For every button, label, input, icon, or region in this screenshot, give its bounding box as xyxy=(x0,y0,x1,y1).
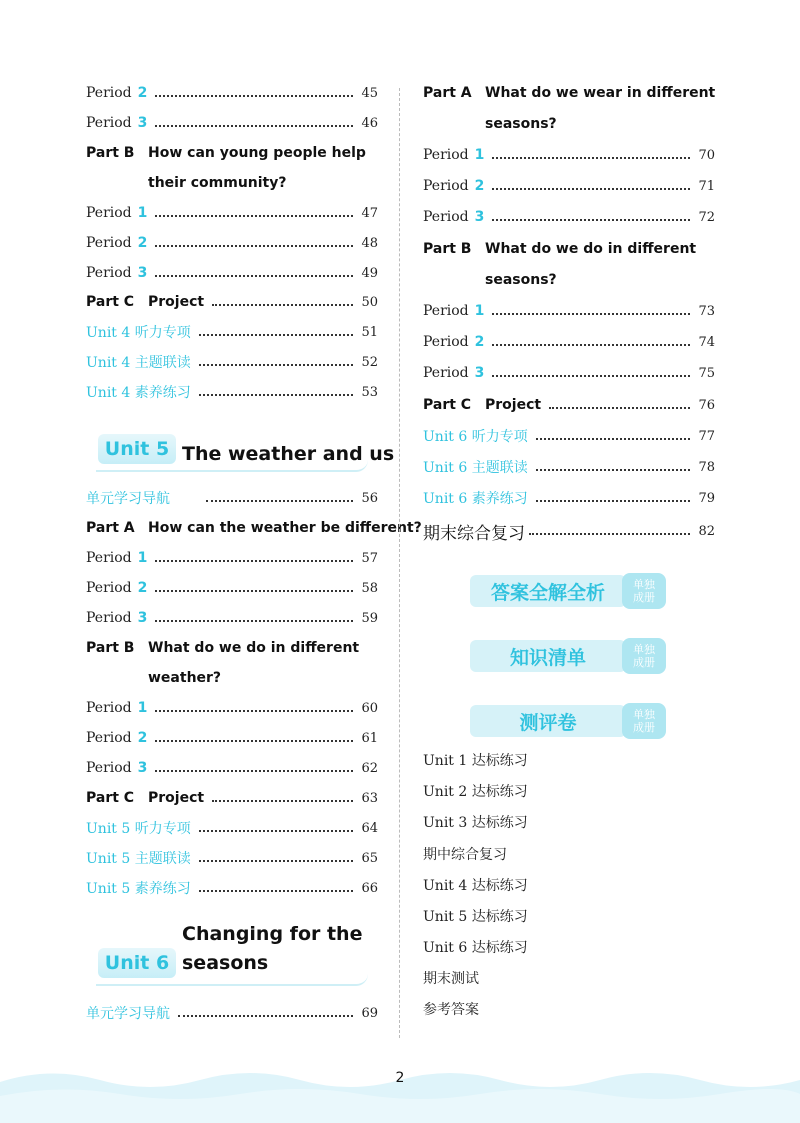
toc-entry[interactable] xyxy=(86,818,378,838)
toc-entry[interactable] xyxy=(86,878,378,898)
entry-label: 单元学习导航 xyxy=(86,1006,170,1022)
banner-label: 测评卷 xyxy=(470,705,626,737)
page-number: 75 xyxy=(698,365,715,381)
entry-number: 1 xyxy=(137,550,148,566)
unit-6-badge: Unit 6 xyxy=(98,948,176,978)
entry-number: 3 xyxy=(474,209,485,225)
toc-entry[interactable] xyxy=(86,382,378,402)
entry-label: Period xyxy=(423,178,469,194)
toc-entry[interactable] xyxy=(86,578,378,598)
page-number: 53 xyxy=(361,384,378,400)
toc-entry[interactable] xyxy=(423,332,715,352)
page-number: 60 xyxy=(361,700,378,716)
part-title-continued: their community? xyxy=(148,175,287,191)
entry-label: Unit 4 听力专项 xyxy=(86,325,191,341)
entry-label: Period xyxy=(423,365,469,381)
dot-leader xyxy=(536,500,691,502)
page-number: 51 xyxy=(361,324,378,340)
page-number: 56 xyxy=(361,490,378,506)
unit-6-underline xyxy=(96,974,368,986)
part-heading xyxy=(423,83,715,103)
dot-leader xyxy=(212,800,353,802)
toc-entry[interactable] xyxy=(86,488,378,508)
entry-label: Unit 4 主题联读 xyxy=(86,355,191,371)
part-heading xyxy=(86,143,366,163)
part-key: Part B xyxy=(86,145,135,161)
page-number: 82 xyxy=(698,523,715,539)
part-title: Project xyxy=(148,294,205,310)
part-key: Part C xyxy=(423,397,472,413)
entry-label: Period xyxy=(86,235,132,251)
entry-label: Period xyxy=(86,115,132,131)
entry-number: 2 xyxy=(137,85,148,101)
banner-label: 答案全解全析 xyxy=(470,575,626,607)
toc-entry[interactable] xyxy=(86,113,378,133)
entry-number: 2 xyxy=(474,178,485,194)
part-title: What do we wear in different xyxy=(485,85,716,101)
tag-line: 成册 xyxy=(633,721,655,734)
page-number: 73 xyxy=(698,303,715,319)
part-key: Part C xyxy=(86,294,135,310)
entry-number: 1 xyxy=(474,303,485,319)
part-title: Project xyxy=(148,790,205,806)
page-number: 57 xyxy=(361,550,378,566)
entry-label: Period xyxy=(86,85,132,101)
test-item[interactable]: Unit 4 达标练习 xyxy=(423,878,528,894)
dot-leader xyxy=(155,740,353,742)
entry-number: 2 xyxy=(137,235,148,251)
entry-label: Unit 4 素养练习 xyxy=(86,385,191,401)
toc-entry[interactable] xyxy=(423,301,715,321)
entry-label: Period xyxy=(86,760,132,776)
dot-leader xyxy=(155,560,353,562)
banner-label: 知识清单 xyxy=(470,640,626,672)
part-title: How can the weather be different? xyxy=(148,520,422,536)
entry-number: 2 xyxy=(137,580,148,596)
toc-entry[interactable] xyxy=(423,363,715,383)
part-title: What do we do in different xyxy=(148,640,360,656)
toc-entry[interactable] xyxy=(86,608,378,628)
entry-label: Period xyxy=(86,700,132,716)
column-divider xyxy=(399,88,400,1038)
dot-leader xyxy=(492,188,690,190)
part-heading xyxy=(423,239,696,259)
tag-line: 单独 xyxy=(633,643,655,656)
entry-label: Period xyxy=(423,147,469,163)
dot-leader xyxy=(155,245,353,247)
unit-5-underline xyxy=(96,460,368,472)
dot-leader xyxy=(492,313,690,315)
toc-entry[interactable] xyxy=(423,488,715,508)
page-number: 59 xyxy=(361,610,378,626)
knowledge-list-banner xyxy=(470,640,666,672)
entry-label: Unit 6 素养练习 xyxy=(423,491,528,507)
page-number: 79 xyxy=(698,490,715,506)
part-title: What do we do in different xyxy=(485,241,697,257)
toc-entry[interactable] xyxy=(86,83,378,103)
dot-leader xyxy=(549,407,690,409)
toc-entry[interactable] xyxy=(86,203,378,223)
toc-entry-final-review[interactable] xyxy=(423,521,715,544)
dot-leader xyxy=(529,533,690,535)
dot-leader xyxy=(155,95,353,97)
toc-entry[interactable] xyxy=(86,848,378,868)
separate-volume-tag xyxy=(622,703,666,739)
dot-leader xyxy=(492,375,690,377)
part-key: Part B xyxy=(86,640,135,656)
test-item[interactable]: 期末测试 xyxy=(423,971,479,987)
test-item[interactable]: Unit 3 达标练习 xyxy=(423,815,528,831)
toc-entry[interactable] xyxy=(86,728,378,748)
toc-entry[interactable] xyxy=(423,145,715,165)
dot-leader xyxy=(155,125,353,127)
part-key: Part A xyxy=(86,520,135,536)
entry-label: Period xyxy=(86,610,132,626)
dot-leader xyxy=(492,157,690,159)
page-number: 50 xyxy=(361,294,378,310)
page-number: 66 xyxy=(361,880,378,896)
entry-number: 1 xyxy=(137,205,148,221)
entry-label: Unit 5 主题联读 xyxy=(86,851,191,867)
page-number: 61 xyxy=(361,730,378,746)
test-papers-banner xyxy=(470,705,666,737)
dot-leader xyxy=(155,215,353,217)
page-number-footer: 2 xyxy=(395,1070,405,1086)
tag-line: 单独 xyxy=(633,578,655,591)
separate-volume-tag xyxy=(622,638,666,674)
unit-6-title-line1: Changing for the xyxy=(182,923,363,945)
toc-entry[interactable] xyxy=(86,758,378,778)
page-number: 45 xyxy=(361,85,378,101)
entry-label: Unit 5 听力专项 xyxy=(86,821,191,837)
dot-leader xyxy=(199,394,354,396)
dot-leader xyxy=(206,500,353,502)
part-key: Part B xyxy=(423,241,472,257)
toc-entry-part-c[interactable] xyxy=(423,395,715,415)
toc-entry[interactable] xyxy=(86,322,378,342)
entry-number: 3 xyxy=(137,610,148,626)
toc-entry[interactable] xyxy=(86,352,378,372)
toc-entry[interactable] xyxy=(86,263,378,283)
entry-label: 期末综合复习 xyxy=(423,523,525,544)
dot-leader xyxy=(155,620,353,622)
page-number: 69 xyxy=(361,1005,378,1021)
part-title-continued: seasons? xyxy=(485,116,557,132)
dot-leader xyxy=(492,344,690,346)
dot-leader xyxy=(199,890,354,892)
page-number: 47 xyxy=(361,205,378,221)
unit-5-badge: Unit 5 xyxy=(98,434,176,464)
page-number: 77 xyxy=(698,428,715,444)
entry-label: Period xyxy=(423,303,469,319)
page-number: 46 xyxy=(361,115,378,131)
entry-label: 单元学习导航 xyxy=(86,491,170,507)
page-number: 65 xyxy=(361,850,378,866)
entry-number: 1 xyxy=(137,700,148,716)
entry-label: Period xyxy=(423,209,469,225)
toc-entry[interactable] xyxy=(86,1003,378,1023)
test-item[interactable]: 期中综合复习 xyxy=(423,847,507,863)
toc-entry[interactable] xyxy=(423,457,715,477)
toc-entry[interactable] xyxy=(423,176,715,196)
page-number: 63 xyxy=(361,790,378,806)
page-number: 52 xyxy=(361,354,378,370)
test-item[interactable]: Unit 6 达标练习 xyxy=(423,940,528,956)
part-title-continued: seasons? xyxy=(485,272,557,288)
toc-entry-part-c[interactable] xyxy=(86,292,378,312)
part-key: Part C xyxy=(86,790,135,806)
dot-leader xyxy=(155,770,353,772)
toc-entry[interactable] xyxy=(423,207,715,227)
entry-label: Unit 6 听力专项 xyxy=(423,429,528,445)
entry-label: Period xyxy=(423,334,469,350)
part-title-continued: weather? xyxy=(148,670,222,686)
dot-leader xyxy=(212,304,353,306)
dot-leader xyxy=(199,334,354,336)
separate-volume-tag xyxy=(622,573,666,609)
part-heading xyxy=(86,638,359,658)
entry-number: 3 xyxy=(137,265,148,281)
page-number: 70 xyxy=(698,147,715,163)
page-number: 74 xyxy=(698,334,715,350)
part-title: How can young people help xyxy=(148,145,366,161)
page-number: 71 xyxy=(698,178,715,194)
toc-entry-part-c[interactable] xyxy=(86,788,378,808)
dot-leader xyxy=(155,275,353,277)
entry-number: 3 xyxy=(137,760,148,776)
answers-banner xyxy=(470,575,666,607)
toc-entry[interactable] xyxy=(86,233,378,253)
part-key: Part A xyxy=(423,85,472,101)
unit-6-title-line2: seasons xyxy=(182,952,269,974)
dot-leader xyxy=(199,830,354,832)
page-number: 58 xyxy=(361,580,378,596)
page-number: 49 xyxy=(361,265,378,281)
test-item[interactable]: Unit 1 达标练习 xyxy=(423,753,528,769)
page-number: 76 xyxy=(698,397,715,413)
page-number: 72 xyxy=(698,209,715,225)
part-title: Project xyxy=(485,397,542,413)
dot-leader xyxy=(155,710,353,712)
dot-leader xyxy=(536,438,691,440)
entry-label: Period xyxy=(86,205,132,221)
tag-line: 单独 xyxy=(633,708,655,721)
page-number: 64 xyxy=(361,820,378,836)
entry-number: 3 xyxy=(137,115,148,131)
toc-entry[interactable] xyxy=(423,426,715,446)
entry-label: Period xyxy=(86,580,132,596)
dot-leader xyxy=(492,219,690,221)
unit-5-title: The weather and us xyxy=(182,443,395,465)
entry-number: 3 xyxy=(474,365,485,381)
toc-entry[interactable] xyxy=(86,698,378,718)
tag-line: 成册 xyxy=(633,656,655,669)
test-item[interactable]: Unit 2 达标练习 xyxy=(423,784,528,800)
entry-number: 2 xyxy=(474,334,485,350)
page-number: 78 xyxy=(698,459,715,475)
entry-label: Unit 6 主题联读 xyxy=(423,460,528,476)
page-number: 62 xyxy=(361,760,378,776)
entry-label: Period xyxy=(86,265,132,281)
test-item[interactable]: Unit 5 达标练习 xyxy=(423,909,528,925)
dot-leader xyxy=(199,860,354,862)
entry-label: Unit 5 素养练习 xyxy=(86,881,191,897)
dot-leader xyxy=(199,364,354,366)
entry-label: Period xyxy=(86,730,132,746)
dot-leader xyxy=(536,469,691,471)
tag-line: 成册 xyxy=(633,591,655,604)
test-item[interactable]: 参考答案 xyxy=(423,1002,479,1018)
part-heading xyxy=(86,518,422,538)
entry-label: Period xyxy=(86,550,132,566)
entry-number: 1 xyxy=(474,147,485,163)
entry-number: 2 xyxy=(137,730,148,746)
page-number: 48 xyxy=(361,235,378,251)
dot-leader xyxy=(178,1015,353,1017)
dot-leader xyxy=(155,590,353,592)
toc-entry[interactable] xyxy=(86,548,378,568)
